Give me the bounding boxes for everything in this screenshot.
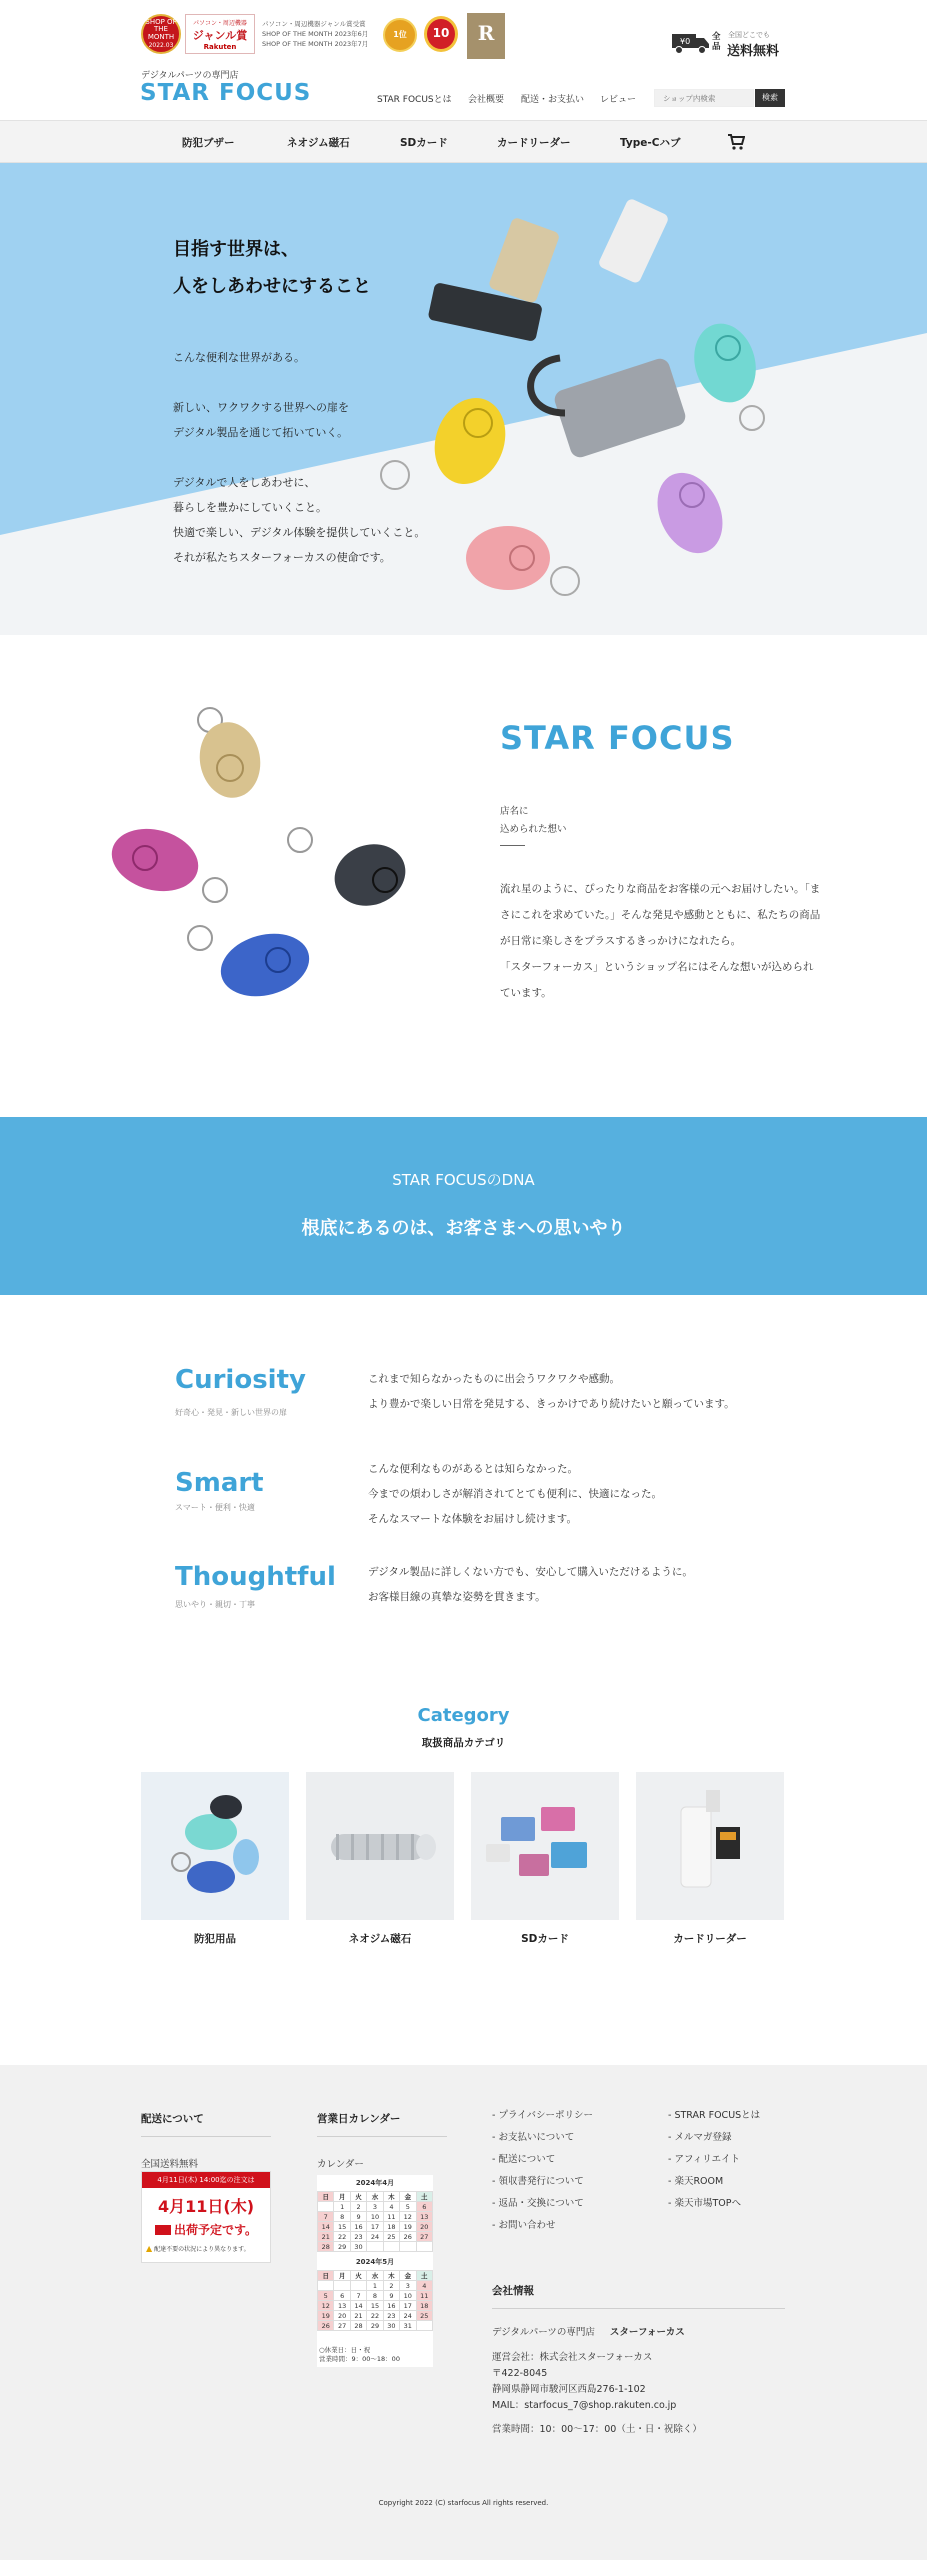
calendar-day: 5 xyxy=(318,2291,334,2301)
calendar-day xyxy=(416,2242,432,2252)
calendar-day: 28 xyxy=(318,2242,334,2252)
cart-icon[interactable] xyxy=(727,133,745,151)
nations-badge-icon xyxy=(467,13,505,59)
calendar-day: 19 xyxy=(318,2311,334,2321)
calendar-day: 4 xyxy=(416,2281,432,2291)
dna-title: STAR FOCUSのDNA xyxy=(392,1171,535,1189)
hero-copy-line: こんな便利な世界がある。 xyxy=(173,351,305,364)
calendar-day xyxy=(318,2202,334,2212)
brand-subtitle xyxy=(500,803,567,839)
calendar-day: 22 xyxy=(367,2311,383,2321)
footer-links-2 xyxy=(668,2105,760,2215)
calendar-day: 17 xyxy=(367,2222,383,2232)
hero-copy-line: デジタルで人をしあわせに、 xyxy=(173,476,316,489)
footer-link-rakuten-top[interactable]: - 楽天市場TOPへ xyxy=(668,2198,741,2209)
value-word: Smart xyxy=(175,1468,264,1498)
award-text-line: SHOP OF THE MONTH 2023年7月 xyxy=(262,40,369,48)
calendar-day: 15 xyxy=(334,2222,350,2232)
brand-copy-line: 「スターフォーカス」というショップ名にはそんな想いが込められ xyxy=(500,961,814,973)
calendar-day xyxy=(400,2242,416,2252)
footer-link-affiliate[interactable]: - アフィリエイト xyxy=(668,2154,740,2165)
calendar-day: 9 xyxy=(383,2291,399,2301)
calendar-day: 11 xyxy=(383,2212,399,2222)
calendar-day: 11 xyxy=(416,2291,432,2301)
calendar-day: 6 xyxy=(416,2202,432,2212)
calendar-weekday: 日 xyxy=(318,2192,334,2202)
svg-text:¥0: ¥0 xyxy=(680,37,691,46)
calendar-day: 2 xyxy=(350,2202,366,2212)
nav-company[interactable]: 会社概要 xyxy=(468,95,505,105)
calendar-day: 1 xyxy=(334,2202,350,2212)
company-info-line: MAIL：starfocus_7@shop.rakuten.co.jp xyxy=(492,2400,677,2411)
calendar-day: 21 xyxy=(318,2232,334,2242)
footer-link-delivery[interactable]: - 配送について xyxy=(492,2154,556,2165)
brand-copy-line: 流れ星のように、ぴったりな商品をお客様の元へお届けしたい。「ま xyxy=(500,883,821,895)
calendar-day: 21 xyxy=(350,2311,366,2321)
value-text-line: より豊かで楽しい日常を発見する、きっかけであり続けたいと願っています。 xyxy=(368,1398,735,1410)
calendar-day: 8 xyxy=(334,2212,350,2222)
calendar-weekday: 火 xyxy=(350,2192,366,2202)
calendar-weekday: 土 xyxy=(416,2192,432,2202)
hero-background xyxy=(0,163,927,635)
footer-company-heading: 会社情報 xyxy=(492,2283,785,2309)
footer-link-privacy[interactable]: - プライバシーポリシー xyxy=(492,2110,593,2121)
value-text-line: 今までの煩わしさが解消されてとても便利に、快適になった。 xyxy=(368,1488,662,1500)
calendar-day: 17 xyxy=(400,2301,416,2311)
catnav-magnet[interactable]: ネオジム磁石 xyxy=(287,137,350,149)
award-text xyxy=(262,19,368,49)
value-text xyxy=(368,1560,788,1610)
calendar-day: 4 xyxy=(383,2202,399,2212)
company-info-line: 運営会社：株式会社スターフォーカス xyxy=(492,2352,653,2363)
nav-review[interactable]: レビュー xyxy=(600,95,637,105)
calendar-weekday: 火 xyxy=(350,2271,366,2281)
calendar-day: 29 xyxy=(367,2321,383,2331)
delivery-truck-icon xyxy=(155,2225,171,2235)
footer-link-returns[interactable]: - 返品・交換について xyxy=(492,2198,584,2209)
calendar-widget xyxy=(317,2175,433,2367)
hero-copy-line: デジタル製品を通じて拓いていく。 xyxy=(173,426,349,439)
category-subtitle: 取扱商品カテゴリ xyxy=(421,1737,506,1749)
ship-note: 配達不要の状況により異なります。 xyxy=(154,2246,250,2253)
ship-banner-top: 4月11日(木) 14:00迄の注文は xyxy=(142,2172,270,2188)
calendar-day: 7 xyxy=(318,2212,334,2222)
shipping-free: 送料無料 xyxy=(727,44,780,59)
company-info-line: 〒422-8045 xyxy=(492,2368,548,2379)
hero-copy-line: 新しい、ワクワクする世界への扉を xyxy=(173,401,349,414)
search-input[interactable] xyxy=(654,89,754,107)
calendar-day: 19 xyxy=(400,2222,416,2232)
calendar-day: 30 xyxy=(350,2242,366,2252)
shipping-badge: 全品 xyxy=(712,32,721,52)
calendar-day: 30 xyxy=(383,2321,399,2331)
calendar-day: 27 xyxy=(416,2232,432,2242)
calendar-day: 24 xyxy=(367,2232,383,2242)
catnav-sdcard[interactable]: SDカード xyxy=(400,137,448,149)
brand-divider xyxy=(500,845,525,846)
award-banner-brand: Rakuten xyxy=(203,43,237,51)
ship-note-row xyxy=(146,2244,270,2253)
calendar-day: 14 xyxy=(350,2301,366,2311)
hero xyxy=(0,163,927,635)
brand-copy-line: さにこれを求めていた。」そんな発見や感動とともに、私たちの商品 xyxy=(500,909,821,921)
calendar-weekday: 木 xyxy=(383,2271,399,2281)
calendar-day: 24 xyxy=(400,2311,416,2321)
calendar-day: 2 xyxy=(383,2281,399,2291)
nav-about[interactable]: STAR FOCUSとは xyxy=(377,95,452,105)
dna-subtitle: 根底にあるのは、お客さまへの思いやり xyxy=(301,1218,626,1239)
tagline: デジタルパーツの専門店 xyxy=(141,71,239,81)
category-title: Category xyxy=(417,1705,510,1726)
calendar-day: 26 xyxy=(318,2321,334,2331)
calendar-day: 13 xyxy=(334,2301,350,2311)
site-logo[interactable] xyxy=(140,80,311,106)
search-button[interactable] xyxy=(755,89,785,107)
calendar-day: 22 xyxy=(334,2232,350,2242)
ship-date: 4月11日(木) xyxy=(157,2197,255,2216)
alarms-photo xyxy=(95,700,455,1010)
calendar-day: 26 xyxy=(400,2232,416,2242)
truck-icon xyxy=(672,32,710,54)
category-image-cardreader xyxy=(636,1772,784,1920)
calendar-day: 1 xyxy=(367,2281,383,2291)
award-line1: SHOP OF THE MONTH xyxy=(145,17,177,41)
calendar-may xyxy=(317,2270,433,2331)
calendar-day: 7 xyxy=(350,2291,366,2301)
calendar-day: 14 xyxy=(318,2222,334,2232)
calendar-day: 18 xyxy=(416,2301,432,2311)
footer-link-receipt[interactable]: - 領収書発行について xyxy=(492,2176,584,2187)
calendar-day: 12 xyxy=(400,2212,416,2222)
value-text-line: これまで知らなかったものに出会うワクワクや感動。 xyxy=(368,1373,620,1385)
company-info-line: 静岡県静岡市駿河区西島276-1-102 xyxy=(492,2384,646,2395)
hero-heading xyxy=(173,231,371,305)
award-banner-title: パソコン・周辺機器 xyxy=(193,20,247,27)
category-label: カードリーダー xyxy=(673,1933,747,1945)
calendar-weekday: 金 xyxy=(400,2271,416,2281)
calendar-weekday: 水 xyxy=(367,2271,383,2281)
category-image-magnet xyxy=(306,1772,454,1920)
calendar-weekday: 木 xyxy=(383,2192,399,2202)
footer-link-contact[interactable]: - お問い合わせ xyxy=(492,2220,556,2231)
calendar-day: 12 xyxy=(318,2301,334,2311)
calendar-day: 16 xyxy=(350,2222,366,2232)
value-text-line: お客様目線の真摯な姿勢を貫きます。 xyxy=(368,1591,546,1603)
value-text-line: そんなスマートな体験をお届けし続けます。 xyxy=(368,1513,577,1525)
catnav-cardreader[interactable]: カードリーダー xyxy=(497,137,571,149)
category-label: SDカード xyxy=(521,1933,569,1945)
footer-calendar-heading: 営業日カレンダー xyxy=(317,2111,447,2137)
company-info xyxy=(492,2350,676,2414)
calendar-day: 3 xyxy=(367,2202,383,2212)
award-line2: 2022.03 xyxy=(148,41,174,49)
holiday-note: ○休業日：日・祝 xyxy=(319,2346,371,2354)
calendar-weekday: 日 xyxy=(318,2271,334,2281)
copyright: Copyright 2022 (C) starfocus All rights reserved. xyxy=(378,2499,549,2507)
footer-shipping-heading: 配送について xyxy=(141,2111,271,2137)
calendar-day: 23 xyxy=(383,2311,399,2321)
calendar-day: 13 xyxy=(416,2212,432,2222)
nations-badge-label: R xyxy=(477,21,495,45)
hero-copy xyxy=(173,345,425,570)
calendar-weekday: 金 xyxy=(400,2192,416,2202)
hours-note: 営業時間：9：00〜18：00 xyxy=(319,2355,400,2363)
hero-copy-line: 快適で楽しい、デジタル体験を提供していくこと。 xyxy=(173,526,426,539)
calendar-day xyxy=(350,2281,366,2291)
nav-shipping[interactable]: 配送・お支払い xyxy=(521,95,585,105)
category-image-security xyxy=(141,1772,289,1920)
site-logo-text: STAR FOCUS xyxy=(140,80,312,106)
header xyxy=(0,0,927,120)
value-word: Thoughtful xyxy=(175,1562,336,1592)
hero-heading-line2: 人をしあわせにすること xyxy=(173,276,371,297)
value-sub: 思いやり・親切・丁寧 xyxy=(175,1600,255,1609)
calendar-day: 3 xyxy=(400,2281,416,2291)
genre-award-banner xyxy=(185,14,255,54)
calendar-day xyxy=(416,2321,432,2331)
award-banner-big: ジャンル賞 xyxy=(192,29,248,42)
value-text-line: こんな便利なものがあるとは知らなかった。 xyxy=(368,1463,578,1475)
ship-suffix-row xyxy=(142,2221,270,2238)
hero-heading-line1: 目指す世界は、 xyxy=(173,239,299,260)
award-text-line: SHOP OF THE MONTH 2023年6月 xyxy=(262,30,369,38)
brand-logo: STAR FOCUS xyxy=(500,719,735,757)
value-sub: スマート・便利・快適 xyxy=(175,1503,255,1512)
calendar-day: 27 xyxy=(334,2321,350,2331)
medal-ten-icon xyxy=(424,16,458,52)
category-card-magnet[interactable] xyxy=(306,1772,454,1946)
calendar-day: 23 xyxy=(350,2232,366,2242)
calendar-day: 20 xyxy=(334,2311,350,2321)
category-card-cardreader[interactable] xyxy=(636,1772,784,1946)
calendar-april xyxy=(317,2191,433,2252)
calendar-weekday: 土 xyxy=(416,2271,432,2281)
shipping-small: 全国どこでも xyxy=(728,31,770,39)
footer-link-about[interactable]: - STRAR FOCUSとは xyxy=(668,2110,761,2121)
category-image-sdcard xyxy=(471,1772,619,1920)
brand-copy-line: が日常に楽しさをプラスするきっかけになれたら。 xyxy=(500,935,742,947)
shop-of-month-badge xyxy=(141,14,181,54)
calendar-day: 9 xyxy=(350,2212,366,2222)
value-word: Curiosity xyxy=(175,1365,306,1395)
medal-first-icon xyxy=(383,18,417,52)
calendar-day: 31 xyxy=(400,2321,416,2331)
hero-copy-line: それが私たちスターフォーカスの使命です。 xyxy=(173,551,391,564)
calendar-day xyxy=(334,2281,350,2291)
calendar-day: 20 xyxy=(416,2222,432,2232)
value-text xyxy=(368,1367,788,1417)
calendar-day: 29 xyxy=(334,2242,350,2252)
calendar-day xyxy=(318,2281,334,2291)
footer-link-payment[interactable]: - お支払いについて xyxy=(492,2132,575,2143)
warning-icon: ▲ xyxy=(146,2244,153,2253)
calendar-weekday: 月 xyxy=(334,2271,350,2281)
calendar-day: 10 xyxy=(367,2212,383,2222)
brand-copy xyxy=(500,876,820,1006)
brand-copy-line: ています。 xyxy=(500,987,552,999)
footer-shipping-free: 全国送料無料 xyxy=(141,2159,199,2170)
calendar-day: 6 xyxy=(334,2291,350,2301)
brand-subtitle-line: 込められた想い xyxy=(500,824,567,835)
value-sub: 好奇心・発見・新しい世界の扉 xyxy=(175,1408,287,1417)
company-hours: 営業時間：10：00〜17：00（土・日・祝除く） xyxy=(492,2424,702,2435)
footer-links-1 xyxy=(492,2105,593,2237)
medal-ten-label: 10 xyxy=(432,26,450,41)
hero-copy-line: 暮らしを豊かにしていくこと。 xyxy=(173,501,327,514)
calendar-day: 18 xyxy=(383,2222,399,2232)
calendar-april-title: 2024年4月 xyxy=(355,2179,395,2187)
footer-link-room[interactable]: - 楽天ROOM xyxy=(668,2176,724,2187)
calendar-weekday: 月 xyxy=(334,2192,350,2202)
calendar-day: 8 xyxy=(367,2291,383,2301)
ship-date-widget xyxy=(141,2171,271,2263)
calendar-day: 15 xyxy=(367,2301,383,2311)
calendar-may-title: 2024年5月 xyxy=(355,2258,395,2266)
category-nav xyxy=(0,120,927,163)
calendar-day: 25 xyxy=(383,2232,399,2242)
footer xyxy=(0,2065,927,2560)
calendar-day: 25 xyxy=(416,2311,432,2321)
calendar-label: カレンダー xyxy=(317,2159,364,2170)
medal-first-label: 1位 xyxy=(393,29,407,39)
category-label: 防犯用品 xyxy=(194,1933,236,1945)
award-text-line: パソコン・周辺機器ジャンル賞受賞 xyxy=(262,20,366,28)
value-text-line: デジタル製品に詳しくない方でも、安心して購入いただけるように。 xyxy=(368,1566,693,1578)
footer-link-newsletter[interactable]: - メルマガ登録 xyxy=(668,2132,732,2143)
calendar-day xyxy=(367,2242,383,2252)
search-button-label: 検索 xyxy=(762,93,778,102)
calendar-day: 10 xyxy=(400,2291,416,2301)
calendar-day: 28 xyxy=(350,2321,366,2331)
calendar-day: 5 xyxy=(400,2202,416,2212)
calendar-day: 16 xyxy=(383,2301,399,2311)
catnav-typec[interactable]: Type-Cハブ xyxy=(620,137,681,149)
category-card-security[interactable] xyxy=(141,1772,289,1946)
brand-subtitle-line: 店名に xyxy=(500,806,529,817)
company-name-row xyxy=(492,2325,685,2341)
calendar-weekday: 水 xyxy=(367,2192,383,2202)
calendar-day xyxy=(383,2242,399,2252)
company-name-label: デジタルパーツの専門店 xyxy=(492,2327,595,2338)
dna-banner xyxy=(0,1117,927,1295)
category-label: ネオジム磁石 xyxy=(348,1933,412,1945)
catnav-alarm[interactable]: 防犯ブザー xyxy=(182,137,235,149)
company-name: スターフォーカス xyxy=(609,2327,685,2338)
value-text xyxy=(368,1457,788,1532)
category-card-sdcard[interactable] xyxy=(471,1772,619,1946)
ship-suffix: 出荷予定です。 xyxy=(173,2223,258,2237)
